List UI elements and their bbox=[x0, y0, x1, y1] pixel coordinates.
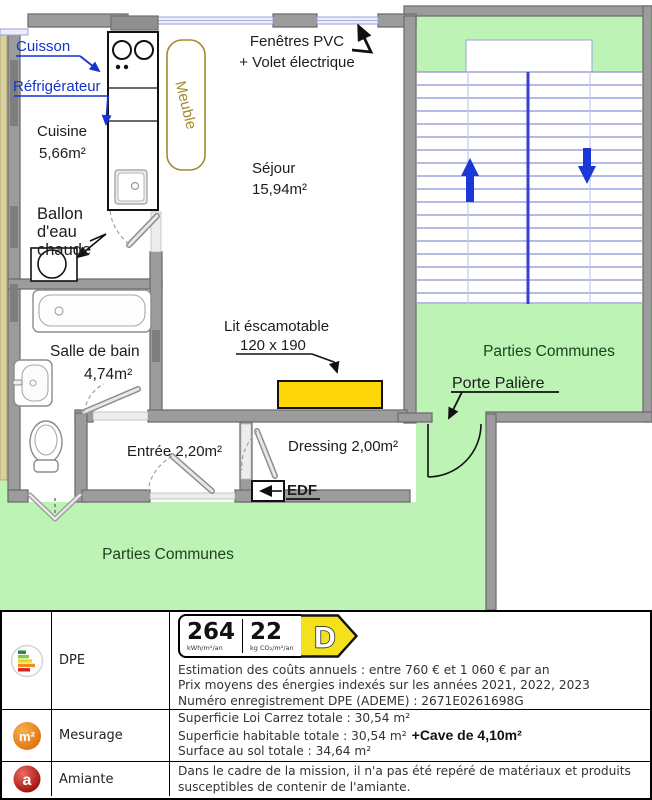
bed-rectangle bbox=[278, 381, 382, 408]
amiante-text: Dans le cadre de la mission, il n'a pas été repéré de matériaux et produits susceptibles de contenir de l'amiante. bbox=[178, 764, 631, 794]
surface-sol-line: Surface au sol totale : 34,64 m² bbox=[178, 744, 372, 759]
fenetres-label-line2: + Volet électrique bbox=[239, 54, 355, 71]
dpe-class-d-arrow bbox=[301, 614, 359, 658]
mesurage-row-label: Mesurage bbox=[52, 710, 170, 762]
bathtub bbox=[33, 290, 151, 332]
dressing-label: Dressing 2,00m² bbox=[288, 438, 399, 455]
window-segment bbox=[0, 29, 28, 35]
dpe-energy-value: 264 bbox=[187, 619, 236, 646]
amiante-row-label: Amiante bbox=[52, 762, 170, 796]
salle-de-bain-area: 4,74m² bbox=[84, 366, 133, 383]
mesurage-content-cell bbox=[170, 710, 650, 762]
cave-suffix: +Cave de 4,10m² bbox=[411, 726, 522, 743]
dpe-class-letter: D bbox=[313, 621, 336, 655]
habitable-line: Superficie habitable totale : 30,54 m² bbox=[178, 728, 407, 743]
fenetres-label-line1: Fenêtres PVC bbox=[249, 33, 345, 50]
stair-landing bbox=[466, 40, 592, 72]
lit-escamotable-label: Lit éscamotable bbox=[224, 318, 330, 335]
kitchen-sink bbox=[115, 170, 147, 204]
dpe-costs-line: Estimation des coûts annuels : entre 760 € et 1 060 € par an bbox=[178, 662, 550, 677]
dpe-row-label: DPE bbox=[52, 612, 170, 710]
washbasin bbox=[13, 360, 52, 406]
edf-meter-box bbox=[252, 481, 284, 501]
salle-de-bain-label: Salle de bain bbox=[50, 343, 140, 360]
kitchen-unit bbox=[108, 32, 158, 210]
ballon-label-line1: Ballon bbox=[37, 205, 83, 223]
carrez-line: Superficie Loi Carrez totale : 30,54 m² bbox=[178, 711, 411, 726]
entree-label: Entrée 2,20m² bbox=[127, 443, 223, 460]
amiante-content-cell bbox=[170, 762, 650, 796]
ballon-label-line3: chaude bbox=[37, 241, 92, 259]
svg-text:a: a bbox=[22, 772, 31, 789]
dpe-co2-value: 22 bbox=[250, 619, 283, 646]
meuble-label: Meuble bbox=[171, 79, 200, 132]
parties-communes-right-label: Parties Communes bbox=[483, 343, 615, 360]
cuisine-label: Cuisine bbox=[37, 123, 88, 140]
kitchen-hood bbox=[111, 16, 158, 30]
dpe-co2-unit: kg CO₂/m²/an bbox=[250, 644, 294, 653]
dpe-energy-unit: kWh/m²/an bbox=[187, 644, 223, 653]
porte-paliere-label: Porte Palière bbox=[452, 375, 545, 392]
ballon-label-line2: d'eau bbox=[37, 223, 77, 241]
sejour-area: 15,94m² bbox=[252, 181, 308, 198]
dpe-content-cell bbox=[170, 612, 650, 710]
svg-text:m²: m² bbox=[18, 728, 35, 744]
square-meter-icon bbox=[11, 720, 43, 752]
dpe-class-scale-icon bbox=[10, 644, 44, 678]
parties-communes-bottom-label: Parties Communes bbox=[102, 546, 234, 563]
toilet bbox=[30, 421, 62, 472]
radiator bbox=[152, 330, 160, 362]
adjacent-building-strip bbox=[0, 34, 7, 480]
amiante-icon-cell bbox=[2, 762, 52, 796]
dpe-ademe-line: Numéro enregistrement DPE (ADEME) : 2671E0261698G bbox=[178, 693, 524, 708]
refrigerateur-label: Réfrigérateur bbox=[13, 78, 101, 95]
mesurage-icon-cell bbox=[2, 710, 52, 762]
dpe-icon-cell bbox=[2, 612, 52, 710]
lit-dimensions-label: 120 x 190 bbox=[240, 337, 306, 354]
dpe-badge bbox=[178, 614, 359, 658]
dpe-prices-line: Prix moyens des énergies indexés sur les années 2021, 2022, 2023 bbox=[178, 678, 590, 693]
cuisson-label: Cuisson bbox=[16, 38, 71, 55]
cuisine-area: 5,66m² bbox=[39, 145, 86, 162]
diagnostics-table bbox=[0, 610, 652, 800]
sejour-label: Séjour bbox=[252, 160, 296, 177]
amiante-icon bbox=[12, 764, 42, 794]
edf-label: EDF bbox=[287, 482, 317, 499]
